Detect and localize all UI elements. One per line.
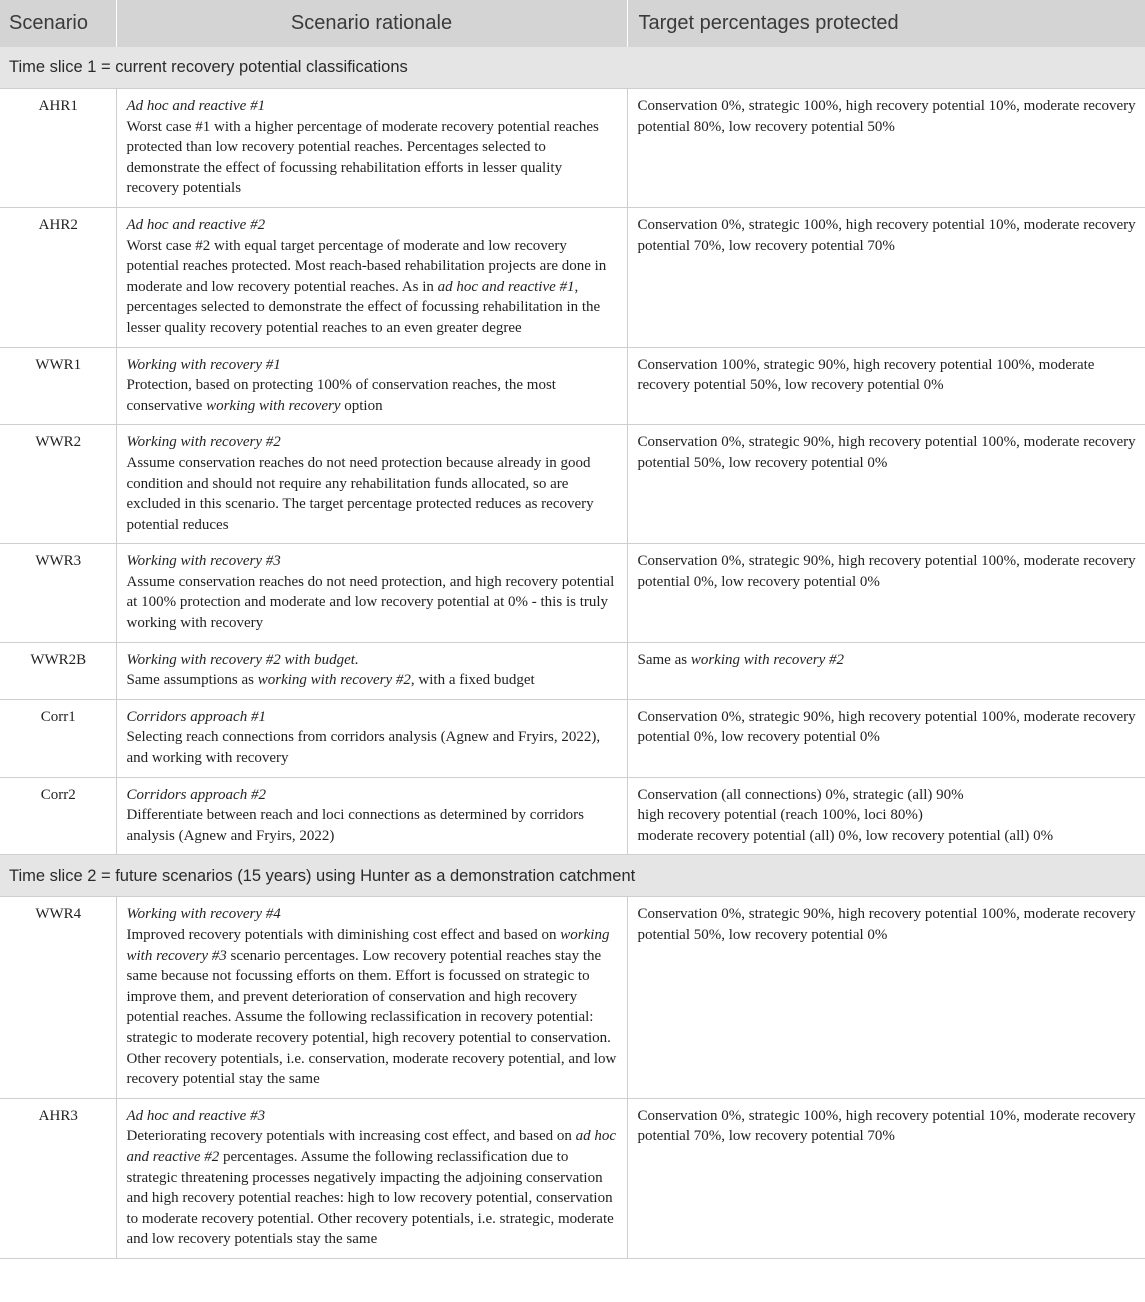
target-percentages [627,777,1145,855]
rationale-title: Ad hoc and reactive #1 [126,98,266,114]
scenario-rationale [116,425,627,544]
rationale-title: Ad hoc and reactive #2 [126,216,266,233]
table-body [0,47,1145,1258]
target-percentages [627,642,1145,699]
section-row [0,47,1145,89]
scenario-id: WWR2 [0,425,116,544]
header-row [0,0,1145,47]
rationale-text: Worst case #1 with a higher percentage of moderate recovery potential reaches protected than low recovery potential reaches. Percentages selected to demonstrate the effect of focussing rehabilitation efforts in lesser quality recovery potentials [126,118,599,197]
target-line [638,551,1137,592]
rationale-text: Same assumptions as [126,672,258,689]
scenario-rationale [116,89,627,208]
rationale-title: Working with recovery #2 [126,434,281,451]
rationale-title: Working with recovery #4 [126,906,281,923]
target-line [638,355,1137,396]
section-row [0,855,1145,897]
target-text: Conservation (all connections) 0%, strategic (all) 90% [637,786,964,803]
rationale-text: Deteriorating recovery potentials with increasing cost effect, and based on [126,1128,576,1145]
rationale-text: , with a fixed budget [410,672,535,689]
rationale-text: scenario percentages. Low recovery potential reaches stay the same because not focussing efforts on them. Effort is focussed on strategic to improve them, and prevent deterioration of conservation and high recovery potential reaches. Assume the following reclassification in recovery potential: strategic to moderate recovery potential, high recovery potential to conservation. Other recovery potentials, i.e. conservation, moderate recovery potential, and low recovery potential stay the same [126,947,617,1088]
table-row [0,699,1145,777]
target-line [638,904,1137,945]
scenario-id: WWR2B [0,642,116,699]
rationale-italic-text: working with recovery #2 [257,672,411,689]
target-percentages [627,207,1145,347]
rationale-text: percentages. Assume the following reclassification due to strategic threatening processes negatively impacting the adjoining conservation and high recovery potential reaches: high to low recovery potential, conservation to moderate recovery potential. Other recovery potentials, i.e. strategic, moderate and low recovery potentials stay the same [126,1148,614,1248]
rationale-title: Working with recovery #1 [126,356,281,373]
target-text: Conservation 0%, strategic 100%, high recovery potential 10%, moderate recovery potential 70%, low recovery potential 70% [637,216,1136,254]
scenario-rationale [116,897,627,1098]
target-line [638,785,1137,806]
target-text: Conservation 0%, strategic 90%, high recovery potential 100%, moderate recovery potential 0%, low recovery potential 0% [637,708,1136,746]
target-line [638,215,1137,256]
target-line [638,805,1137,826]
scenario-rationale [116,699,627,777]
header-rationale: Scenario rationale [116,0,627,47]
target-text: Conservation 0%, strategic 100%, high recovery potential 10%, moderate recovery potential 70%, low recovery potential 70% [637,1107,1136,1145]
rationale-title: Ad hoc and reactive #3 [126,1107,266,1124]
target-line [638,432,1137,473]
target-text: high recovery potential (reach 100%, loci 80%) [637,807,923,824]
section-title: Time slice 1 = current recovery potential classifications [0,47,1145,89]
rationale-text: Assume conservation reaches do not need protection because already in good condition and should not require any rehabilitation funds allocated, so are excluded in this scenario. The target percentage protected reduces as recovery potential reduces [126,454,594,533]
rationale-italic-text: ad hoc and reactive #2 [126,1128,617,1165]
table-row [0,544,1145,642]
scenario-rationale [116,777,627,855]
scenario-id: WWR4 [0,897,116,1098]
scenario-rationale [116,1098,627,1258]
rationale-text: , percentages selected to demonstrate the effect of focussing rehabilitation in the lesser quality recovery potential reaches to an even greater degree [126,278,601,336]
scenario-id: AHR2 [0,207,116,347]
scenario-id: AHR1 [0,89,116,208]
rationale-italic-text: ad hoc and reactive #1 [437,278,575,295]
table-row [0,89,1145,208]
target-percentages [627,544,1145,642]
header-scenario: Scenario [0,0,116,47]
rationale-title: Corridors approach #1 [126,708,266,725]
table-row [0,207,1145,347]
table-row [0,1098,1145,1258]
target-text: Conservation 0%, strategic 90%, high recovery potential 100%, moderate recovery potential 0%, low recovery potential 0% [637,553,1136,590]
scenario-rationale [116,544,627,642]
target-text: moderate recovery potential (all) 0%, low recovery potential (all) 0% [637,827,1054,844]
scenario-id: WWR3 [0,544,116,642]
target-text: Conservation 0%, strategic 90%, high recovery potential 100%, moderate recovery potential 50%, low recovery potential 0% [637,434,1136,471]
table-row [0,897,1145,1098]
target-text: Same as [637,651,691,668]
scenario-rationale [116,347,627,425]
target-percentages [627,699,1145,777]
rationale-text: option [340,397,383,414]
rationale-text: Differentiate between reach and loci connections as determined by corridors analysis (Agnew and Fryirs, 2022) [126,807,584,844]
rationale-text: Improved recovery potentials with diminishing cost effect and based on [126,927,561,943]
target-percentages [627,1098,1145,1258]
target-percentages [627,347,1145,425]
rationale-text: Protection, based on protecting 100% of conservation reaches, the most conservative [126,377,556,414]
target-text: Conservation 0%, strategic 100%, high recovery potential 10%, moderate recovery potential 80%, low recovery potential 50% [637,98,1136,135]
scenario-rationale [116,642,627,699]
rationale-title: Corridors approach #2 [126,786,266,803]
target-italic-text: working with recovery #2 [690,651,844,668]
scenario-id: WWR1 [0,347,116,425]
table-row [0,425,1145,544]
target-percentages [627,425,1145,544]
rationale-text: Worst case #2 with equal target percentage of moderate and low recovery potential reaches protected. Most reach-based rehabilitation projects are done in moderate and low recovery potential reaches. As in [126,237,607,295]
rationale-italic-text: working with recovery [206,397,341,414]
rationale-title: Working with recovery #3 [126,553,281,570]
target-line [638,826,1137,847]
target-text: Conservation 100%, strategic 90%, high recovery potential 100%, moderate recovery potential 50%, low recovery potential 0% [637,356,1095,394]
rationale-italic-text: working with recovery #3 [126,927,610,964]
target-line [638,96,1137,137]
section-title: Time slice 2 = future scenarios (15 years) using Hunter as a demonstration catchment [0,855,1145,897]
rationale-title: Working with recovery #2 with budget. [126,651,359,668]
table-row [0,777,1145,855]
scenario-id: Corr2 [0,777,116,855]
table-row [0,347,1145,425]
scenario-rationale [116,207,627,347]
header-targets: Target percentages protected [627,0,1145,47]
rationale-text: Assume conservation reaches do not need protection, and high recovery potential at 100% protection and moderate and low recovery potential at 0% - this is truly working with recovery [126,573,615,632]
target-text: Conservation 0%, strategic 90%, high recovery potential 100%, moderate recovery potential 50%, low recovery potential 0% [637,906,1136,943]
scenario-id: AHR3 [0,1098,116,1258]
target-percentages [627,89,1145,208]
table-row [0,642,1145,699]
rationale-text: Selecting reach connections from corridors analysis (Agnew and Fryirs, 2022), and working with recovery [126,729,601,767]
target-line [638,707,1137,748]
target-line [638,1106,1137,1147]
scenario-id: Corr1 [0,699,116,777]
target-percentages [627,897,1145,1098]
target-line [638,650,1137,671]
